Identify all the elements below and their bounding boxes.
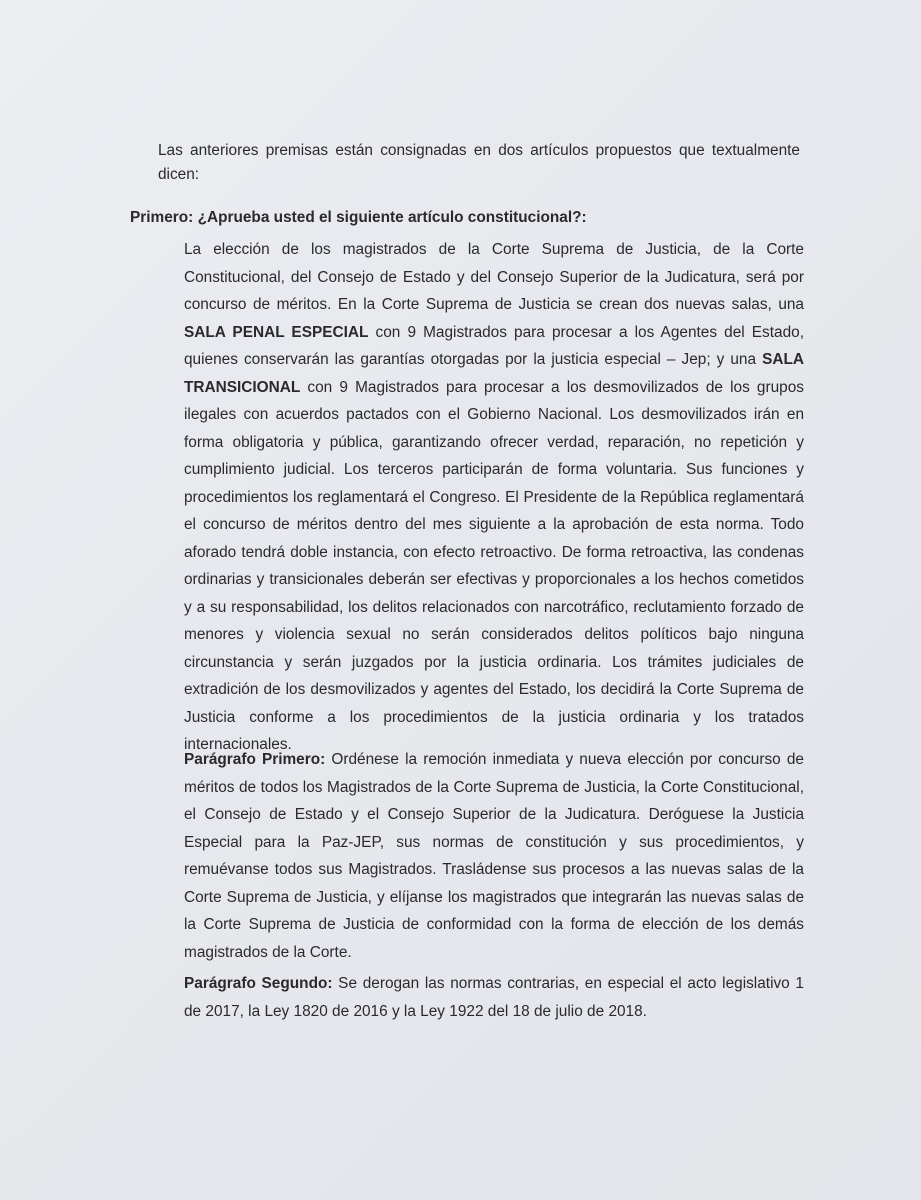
- article-text-part-3: con 9 Magistrados para procesar a los desmovilizados de los grupos ilegales con acuerdos pactados con el Gobierno Nacional. Los desmovilizados irán en forma obligatoria y pública, garantizando ofrecer verdad, reparación, no repetición y cumplimiento judicial. Los terceros participarán de forma voluntaria. Sus funciones y procedimientos los reglamentará el Congreso. El Presidente de la República reglamentará el concurso de méritos dentro del mes siguiente a la aprobación de esta norma. Todo aforado tendrá doble instancia, con efecto retroactivo. De forma retroactiva, las condenas ordinarias y transicionales deberán ser efectivas y proporcionales a los hechos cometidos y a su responsabilidad, los delitos relacionados con narcotráfico, reclutamiento forzado de menores y violencia sexual no serán considerados delitos políticos bajo ninguna circunstancia y serán juzgados por la justicia ordinaria. Los trámites judiciales de extradición de los desmovilizados y agentes del Estado, los decidirá la Corte Suprema de Justicia conforme a los procedimientos de la justicia ordinaria y los tratados internacionales.: [184, 378, 804, 753]
- paragrafo-segundo-text: Se derogan las normas contrarias, en especial el acto legislativo 1 de 2017, la Ley 1820 de 2016 y la Ley 1922 del 18 de julio de 2018.: [184, 975, 804, 1020]
- sala-penal-especial-label: SALA PENAL ESPECIAL: [184, 323, 369, 341]
- article-text-part-2: con 9 Magistrados para procesar a los Agentes del Estado, quienes conservarán las garantías otorgadas por la justicia especial – Jep; y una: [184, 323, 804, 368]
- intro-paragraph: Las anteriores premisas están consignadas en dos artículos propuestos que textualmente dicen:: [158, 142, 800, 183]
- article-text: [184, 236, 804, 759]
- paragrafo-segundo: [184, 970, 804, 1025]
- paragrafo-primero: [184, 746, 804, 966]
- paragrafo-segundo-heading: Parágrafo Segundo:: [184, 975, 333, 992]
- sala-transicional-label: SALA TRANSICIONAL: [184, 351, 804, 396]
- question-heading: Primero: ¿Aprueba usted el siguiente artículo constitucional?:: [130, 209, 587, 226]
- paragrafo-primero-text: Ordénese la remoción inmediata y nueva elección por concurso de méritos de todos los Magistrados de la Corte Suprema de Justicia, la Corte Constitucional, el Consejo de Estado y el Consejo Superior de la Judicatura. Deróguese la Justicia Especial para la Paz-JEP, sus normas de constitución y sus procedimientos, y remuévanse todos sus Magistrados. Trasládense sus procesos a las nuevas salas de la Corte Suprema de Justicia, y elíjanse los magistrados que integrarán las nuevas salas de la Corte Suprema de Justicia de conformidad con la forma de elección de los demás magistrados de la Corte.: [184, 751, 804, 961]
- article-text-part-1: La elección de los magistrados de la Corte Suprema de Justicia, de la Corte Constitucional, del Consejo de Estado y del Consejo Superior de la Judicatura, será por concurso de méritos. En la Corte Suprema de Justicia se crean dos nuevas salas, una: [184, 241, 804, 313]
- paragrafo-primero-heading: Parágrafo Primero:: [184, 751, 326, 768]
